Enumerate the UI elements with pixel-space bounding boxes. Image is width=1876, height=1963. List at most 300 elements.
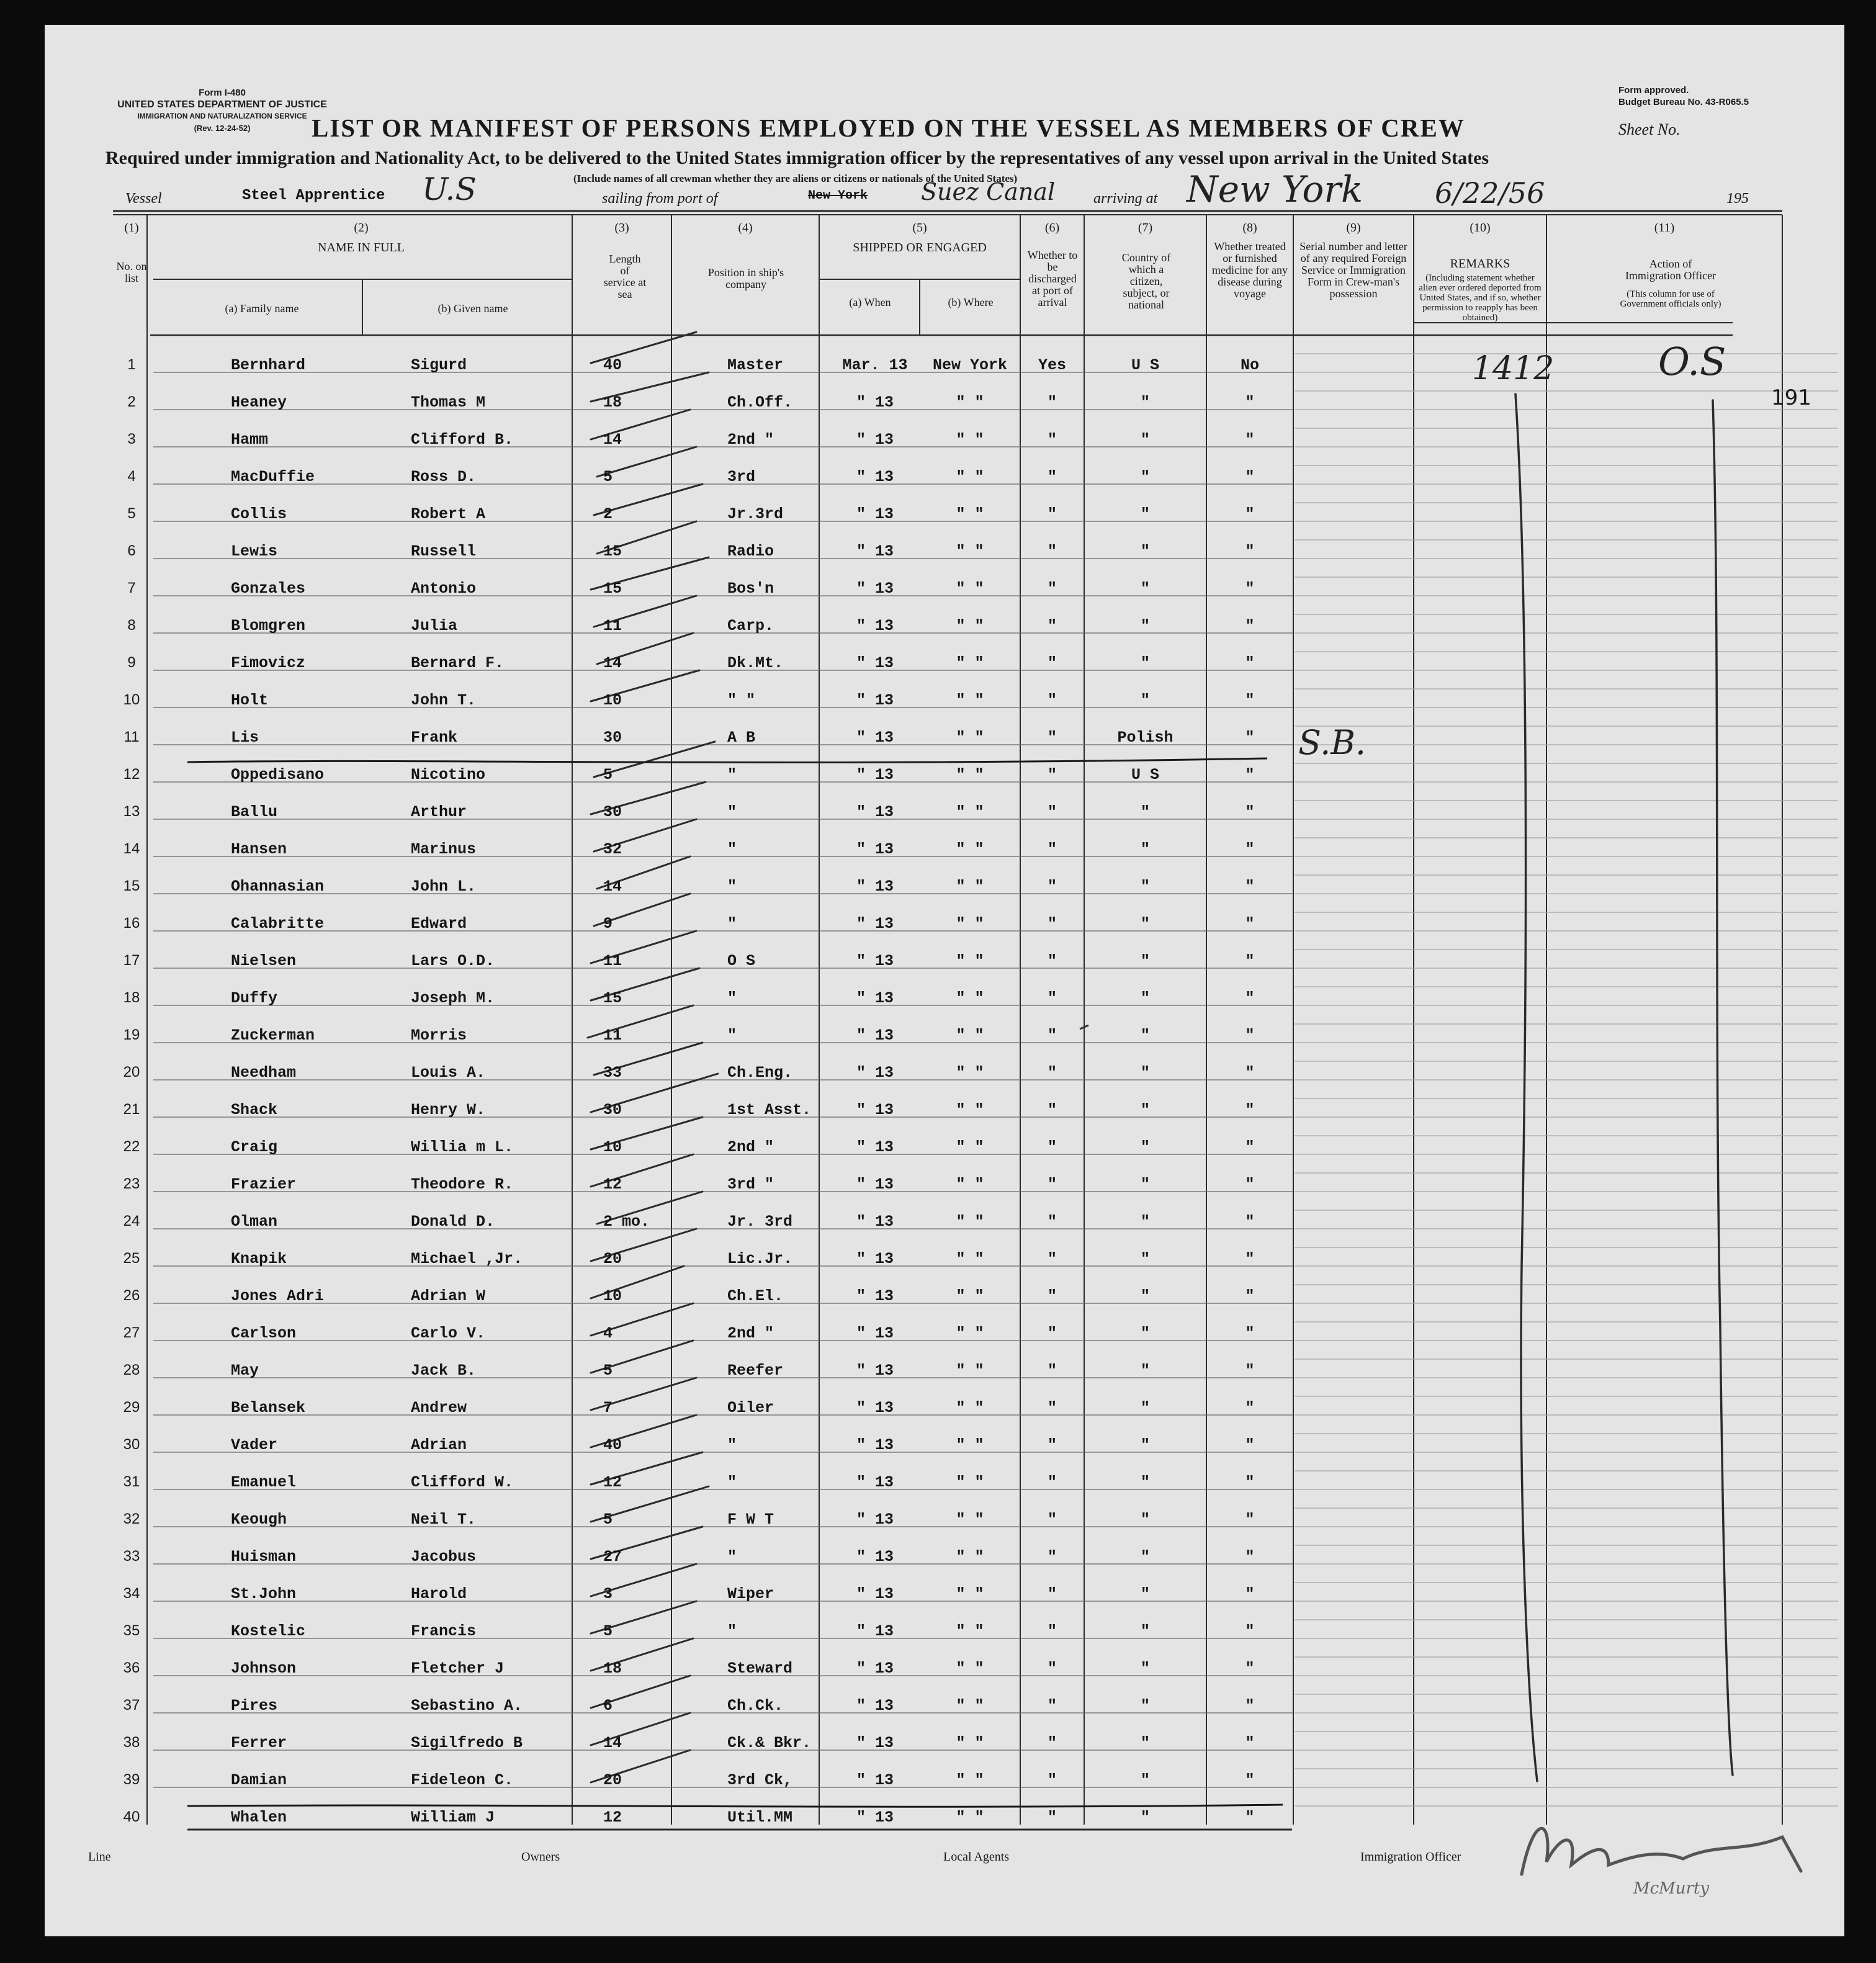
table-row: [45, 757, 1844, 794]
family-name: Damian: [231, 1771, 287, 1789]
shipped-where: " ": [956, 989, 984, 1007]
discharged: ": [1047, 1362, 1057, 1380]
medicine: ": [1245, 654, 1255, 672]
medicine: ": [1245, 1324, 1255, 1342]
length-of-service: 10: [603, 1138, 622, 1156]
shipped-where: " ": [956, 1511, 984, 1529]
medicine: ": [1245, 766, 1255, 784]
medicine: ": [1245, 691, 1255, 709]
shipped-when: " 13: [856, 1585, 894, 1603]
shipped-when: " 13: [856, 654, 894, 672]
medicine: ": [1245, 1473, 1255, 1491]
medicine: ": [1245, 1138, 1255, 1156]
shipped-where: " ": [956, 729, 984, 747]
length-of-service: 5: [603, 1622, 613, 1640]
medicine: ": [1245, 1808, 1255, 1826]
row-number: 16: [123, 915, 140, 932]
manifest-document: [45, 25, 1844, 1936]
shipped-where: " ": [956, 1287, 984, 1305]
medicine: ": [1245, 1622, 1255, 1640]
shipped-when: " 13: [856, 542, 894, 560]
table-row: [45, 1316, 1844, 1353]
row-number: 7: [127, 580, 136, 596]
col3-header: Length of service at sea: [603, 253, 647, 300]
row-number: 2: [127, 393, 136, 410]
position: ": [727, 878, 737, 896]
given-name: Andrew: [411, 1399, 467, 1417]
length-of-service: 3: [603, 1585, 613, 1603]
country: ": [1140, 1213, 1150, 1231]
shipped-where: " ": [956, 878, 984, 896]
position: ": [727, 1548, 737, 1566]
position: ": [727, 766, 737, 784]
medicine: No: [1240, 356, 1259, 374]
col4-header: Position in ship's company: [707, 266, 784, 290]
length-of-service: 2 mo.: [603, 1213, 650, 1231]
service-name: IMMIGRATION AND NATURALIZATION SERVICE: [137, 112, 307, 120]
length-of-service: 18: [603, 393, 622, 411]
family-name: MacDuffie: [231, 468, 315, 486]
length-of-service: 32: [603, 840, 622, 858]
vessel-hand-note: U.S: [422, 171, 477, 207]
table-row: [45, 1241, 1844, 1278]
row-number: 26: [123, 1287, 140, 1304]
length-of-service: 14: [603, 878, 622, 896]
position: ": [727, 803, 737, 821]
col7-number: (7): [1138, 221, 1153, 235]
shipped-when: " 13: [856, 1175, 894, 1193]
discharged: ": [1047, 1287, 1057, 1305]
country: ": [1140, 1436, 1150, 1454]
family-name: Craig: [231, 1138, 278, 1156]
discharged: ": [1047, 803, 1057, 821]
table-row: [45, 645, 1844, 683]
discharged: ": [1047, 654, 1057, 672]
length-of-service: 12: [603, 1175, 622, 1193]
country: Polish: [1117, 729, 1174, 747]
country: ": [1140, 1287, 1150, 1305]
vessel-name: Steel Apprentice: [242, 187, 385, 204]
discharged: ": [1047, 915, 1057, 933]
position: ": [727, 1026, 737, 1044]
table-row: [45, 869, 1844, 906]
family-name: Hansen: [231, 840, 287, 858]
shipped-when: " 13: [856, 1548, 894, 1566]
medicine: ": [1245, 393, 1255, 411]
length-of-service: 10: [603, 1287, 622, 1305]
given-name: Jack B.: [411, 1362, 477, 1380]
form-revision: (Rev. 12-24-52): [194, 124, 251, 133]
family-name: Vader: [231, 1436, 278, 1454]
position: O S: [727, 952, 756, 970]
country: ": [1140, 1064, 1150, 1082]
row-number: 22: [123, 1138, 140, 1155]
given-name: Thomas M: [411, 393, 486, 411]
position: ": [727, 989, 737, 1007]
col2-header: NAME IN FULL: [318, 241, 405, 254]
discharged: ": [1047, 1101, 1057, 1119]
shipped-where: " ": [956, 542, 984, 560]
row-number: 6: [127, 542, 136, 559]
given-name: Joseph M.: [411, 989, 495, 1007]
length-of-service: 27: [603, 1548, 622, 1566]
position: Ch.Eng.: [727, 1064, 793, 1082]
given-name: Bernard F.: [411, 654, 505, 672]
vessel-label: Vessel: [125, 191, 162, 207]
given-name: Carlo V.: [411, 1324, 486, 1342]
discharged: ": [1047, 766, 1057, 784]
shipped-where: " ": [956, 393, 984, 411]
family-name: Jones Adri: [231, 1287, 325, 1305]
col5a-header: (a) When: [849, 296, 891, 308]
col10-note: (Including statement whether alien ever ordered deported from United States, and if so, whether permission to reapply has been obtained): [1419, 273, 1542, 323]
shipped-when: " 13: [856, 505, 894, 523]
discharged: ": [1047, 878, 1057, 896]
country: ": [1140, 431, 1150, 449]
row-number: 20: [123, 1064, 140, 1080]
country: ": [1140, 1101, 1150, 1119]
country: ": [1140, 1585, 1150, 1603]
year-label: 195: [1726, 191, 1749, 207]
discharged: ": [1047, 542, 1057, 560]
shipped-when: " 13: [856, 840, 894, 858]
position: Ck.& Bkr.: [727, 1734, 812, 1752]
length-of-service: 5: [603, 1511, 613, 1529]
table-row: [45, 1800, 1844, 1837]
family-name: Ohannasian: [231, 878, 325, 896]
position: Reefer: [727, 1362, 784, 1380]
family-name: Needham: [231, 1064, 297, 1082]
row-number: 31: [123, 1473, 140, 1490]
table-row: [45, 422, 1844, 459]
length-of-service: 11: [603, 617, 622, 635]
discharged: ": [1047, 393, 1057, 411]
shipped-when: " 13: [856, 766, 894, 784]
length-of-service: 30: [603, 1101, 622, 1119]
country: ": [1140, 654, 1150, 672]
officer-signature: McMurty: [1633, 1879, 1710, 1898]
shipped-where: " ": [956, 1473, 984, 1491]
family-name: Knapik: [231, 1250, 287, 1268]
medicine: ": [1245, 1511, 1255, 1529]
row-number: 23: [123, 1175, 140, 1192]
position: 2nd ": [727, 431, 774, 449]
row-number: 39: [123, 1771, 140, 1788]
family-name: Olman: [231, 1213, 278, 1231]
given-name: Sigurd: [411, 356, 467, 374]
given-name: Louis A.: [411, 1064, 486, 1082]
row-number: 8: [127, 617, 136, 634]
length-of-service: 40: [603, 356, 622, 374]
position: 3rd ": [727, 1175, 774, 1193]
length-of-service: 11: [603, 1026, 622, 1044]
shipped-when: " 13: [856, 915, 894, 933]
discharged: ": [1047, 1660, 1057, 1678]
position: Jr. 3rd: [727, 1213, 793, 1231]
shipped-where: " ": [956, 1399, 984, 1417]
row-number: 4: [127, 468, 136, 485]
shipped-where: " ": [956, 654, 984, 672]
table-row: [45, 459, 1844, 496]
position: Util.MM: [727, 1808, 793, 1826]
page-subtitle: Required under immigration and Nationality Act, to be delivered to the United States immigration officer by the representatives of any vessel upon arrival in the United States: [105, 148, 1489, 168]
row-number: 19: [123, 1026, 140, 1043]
col9-header: Serial number and letter of any required Foreign Service or Immigration Form in Crew-man's possession: [1299, 240, 1407, 300]
discharged: ": [1047, 952, 1057, 970]
position: Jr.3rd: [727, 505, 784, 523]
shipped-when: " 13: [856, 1026, 894, 1044]
discharged: Yes: [1038, 356, 1066, 374]
form-number: Form I-480: [199, 88, 246, 98]
form-approved: Form approved.: [1618, 85, 1689, 96]
length-of-service: 4: [603, 1324, 613, 1342]
country: ": [1140, 1622, 1150, 1640]
medicine: ": [1245, 1734, 1255, 1752]
family-name: Heaney: [231, 393, 287, 411]
table-row: [45, 1278, 1844, 1316]
col5-header: SHIPPED OR ENGAGED: [853, 241, 987, 254]
shipped-when: " 13: [856, 468, 894, 486]
country: ": [1140, 1660, 1150, 1678]
family-name: Bernhard: [231, 356, 306, 374]
given-name: Nicotino: [411, 766, 486, 784]
family-name: Lewis: [231, 542, 278, 560]
discharged: ": [1047, 1436, 1057, 1454]
table-row: [45, 1688, 1844, 1725]
col2-number: (2): [354, 221, 369, 235]
country: ": [1140, 1734, 1150, 1752]
medicine: ": [1245, 803, 1255, 821]
shipped-when: " 13: [856, 1808, 894, 1826]
given-name: Fideleon C.: [411, 1771, 514, 1789]
position: Ch.Ck.: [727, 1697, 784, 1715]
table-row: [45, 1390, 1844, 1427]
sheet-number-label: Sheet No.: [1618, 120, 1681, 138]
shipped-where: " ": [956, 766, 984, 784]
country: ": [1140, 580, 1150, 598]
family-name: Kostelic: [231, 1622, 306, 1640]
table-row: [45, 1204, 1844, 1241]
discharged: ": [1047, 431, 1057, 449]
discharged: ": [1047, 468, 1057, 486]
sailing-port-typed: New York: [808, 189, 868, 203]
medicine: ": [1245, 431, 1255, 449]
table-row: [45, 1651, 1844, 1688]
given-name: Willia m L.: [411, 1138, 514, 1156]
position: Wiper: [727, 1585, 774, 1603]
shipped-when: " 13: [856, 1101, 894, 1119]
shipped-when: " 13: [856, 1771, 894, 1789]
footer-line-label: Line: [88, 1850, 111, 1864]
family-name: Shack: [231, 1101, 278, 1119]
length-of-service: 14: [603, 1734, 622, 1752]
discharged: ": [1047, 729, 1057, 747]
family-name: Calabritte: [231, 915, 325, 933]
row-number: 30: [123, 1436, 140, 1453]
row-number: 35: [123, 1622, 140, 1639]
medicine: ": [1245, 505, 1255, 523]
given-name: Sebastino A.: [411, 1697, 523, 1715]
row-number: 14: [123, 840, 140, 857]
position: 2nd ": [727, 1324, 774, 1342]
shipped-where: " ": [956, 1250, 984, 1268]
row-number: 9: [127, 654, 136, 671]
country: ": [1140, 1473, 1150, 1491]
country: ": [1140, 542, 1150, 560]
shipped-when: " 13: [856, 1324, 894, 1342]
given-name: Adrian: [411, 1436, 467, 1454]
position: Oiler: [727, 1399, 774, 1417]
discharged: ": [1047, 580, 1057, 598]
row-number: 15: [123, 878, 140, 894]
shipped-when: " 13: [856, 1250, 894, 1268]
shipped-where: " ": [956, 580, 984, 598]
shipped-when: " 13: [856, 1436, 894, 1454]
shipped-when: " 13: [856, 1287, 894, 1305]
country: ": [1140, 952, 1150, 970]
shipped-when: " 13: [856, 580, 894, 598]
country: ": [1140, 989, 1150, 1007]
family-name: May: [231, 1362, 259, 1380]
shipped-where: " ": [956, 915, 984, 933]
col1-header: No. on list: [116, 260, 147, 284]
position: Lic.Jr.: [727, 1250, 793, 1268]
shipped-when: " 13: [856, 989, 894, 1007]
medicine: ": [1245, 1771, 1255, 1789]
family-name: Fimovicz: [231, 654, 306, 672]
row-number: 21: [123, 1101, 140, 1118]
shipped-when: " 13: [856, 1473, 894, 1491]
shipped-where: " ": [956, 803, 984, 821]
given-name: Michael ,Jr.: [411, 1250, 523, 1268]
position: Dk.Mt.: [727, 654, 784, 672]
given-name: William J: [411, 1808, 495, 1826]
shipped-where: " ": [956, 1064, 984, 1082]
table-row: [45, 794, 1844, 832]
shipped-where: New York: [932, 356, 1008, 374]
shipped-when: " 13: [856, 1138, 894, 1156]
shipped-where: " ": [956, 431, 984, 449]
position: Master: [727, 356, 784, 374]
row-number: 29: [123, 1399, 140, 1416]
shipped-when: " 13: [856, 691, 894, 709]
country: ": [1140, 1324, 1150, 1342]
page-title: LIST OR MANIFEST OF PERSONS EMPLOYED ON THE VESSEL AS MEMBERS OF CREW: [312, 114, 1465, 142]
position: ": [727, 1436, 737, 1454]
family-name: Blomgren: [231, 617, 306, 635]
action-hand-note: O.S: [1658, 339, 1726, 384]
row-number: 32: [123, 1511, 140, 1527]
length-of-service: 20: [603, 1250, 622, 1268]
row-number: 33: [123, 1548, 140, 1565]
given-name: Harold: [411, 1585, 467, 1603]
row-number: 38: [123, 1734, 140, 1751]
family-name: Johnson: [231, 1660, 297, 1678]
sailing-port-hand: Suez Canal: [921, 178, 1056, 205]
family-name: St.John: [231, 1585, 297, 1603]
family-name: Huisman: [231, 1548, 297, 1566]
row-number: 37: [123, 1697, 140, 1714]
shipped-where: " ": [956, 952, 984, 970]
discharged: ": [1047, 1808, 1057, 1826]
sailing-label: sailing from port of: [602, 191, 718, 207]
length-of-service: 18: [603, 1660, 622, 1678]
shipped-when: " 13: [856, 1660, 894, 1678]
given-name: Clifford B.: [411, 431, 514, 449]
shipped-where: " ": [956, 1362, 984, 1380]
discharged: ": [1047, 691, 1057, 709]
length-of-service: 15: [603, 542, 622, 560]
country: ": [1140, 393, 1150, 411]
discharged: ": [1047, 1175, 1057, 1193]
table-row: [45, 1353, 1844, 1390]
row-number: 24: [123, 1213, 140, 1229]
shipped-when: " 13: [856, 1697, 894, 1715]
position: Radio: [727, 542, 774, 560]
medicine: ": [1245, 878, 1255, 896]
country: U S: [1131, 766, 1159, 784]
country: ": [1140, 1511, 1150, 1529]
shipped-where: " ": [956, 617, 984, 635]
given-name: John T.: [411, 691, 477, 709]
given-name: Antonio: [411, 580, 477, 598]
shipped-where: " ": [956, 1138, 984, 1156]
given-name: Arthur: [411, 803, 467, 821]
family-name: Carlson: [231, 1324, 297, 1342]
position: ": [727, 915, 737, 933]
col11-header: Action of Immigration Officer: [1625, 258, 1717, 282]
shipped-when: " 13: [856, 1213, 894, 1231]
position: A B: [727, 729, 756, 747]
family-name: Lis: [231, 729, 259, 747]
shipped-when: " 13: [856, 1622, 894, 1640]
length-of-service: 9: [603, 915, 613, 933]
given-name: Jacobus: [411, 1548, 477, 1566]
shipped-where: " ": [956, 840, 984, 858]
shipped-where: " ": [956, 1660, 984, 1678]
table-row: [45, 720, 1844, 757]
discharged: ": [1047, 1697, 1057, 1715]
medicine: ": [1245, 580, 1255, 598]
given-name: Robert A: [411, 505, 486, 523]
given-name: Morris: [411, 1026, 467, 1044]
family-name: Emanuel: [231, 1473, 297, 1491]
table-row: [45, 1018, 1844, 1055]
discharged: ": [1047, 505, 1057, 523]
arrival-date-hand: 6/22/56: [1435, 176, 1545, 210]
discharged: ": [1047, 1734, 1057, 1752]
medicine: ": [1245, 1213, 1255, 1231]
row-number: 11: [123, 729, 140, 745]
row-number: 17: [123, 952, 140, 969]
position: 3rd: [727, 468, 756, 486]
shipped-when: " 13: [856, 431, 894, 449]
family-name: Ferrer: [231, 1734, 287, 1752]
shipped-when: " 13: [856, 393, 894, 411]
family-name: Frazier: [231, 1175, 297, 1193]
col5-number: (5): [912, 221, 927, 235]
row-number: 40: [123, 1808, 140, 1825]
country: ": [1140, 1026, 1150, 1044]
length-of-service: 30: [603, 729, 622, 747]
shipped-when: " 13: [856, 729, 894, 747]
discharged: ": [1047, 1213, 1057, 1231]
length-of-service: 12: [603, 1473, 622, 1491]
family-name: Hamm: [231, 431, 269, 449]
discharged: ": [1047, 1399, 1057, 1417]
deleted-entry-mark: S.B.: [1298, 723, 1367, 762]
country: ": [1140, 691, 1150, 709]
